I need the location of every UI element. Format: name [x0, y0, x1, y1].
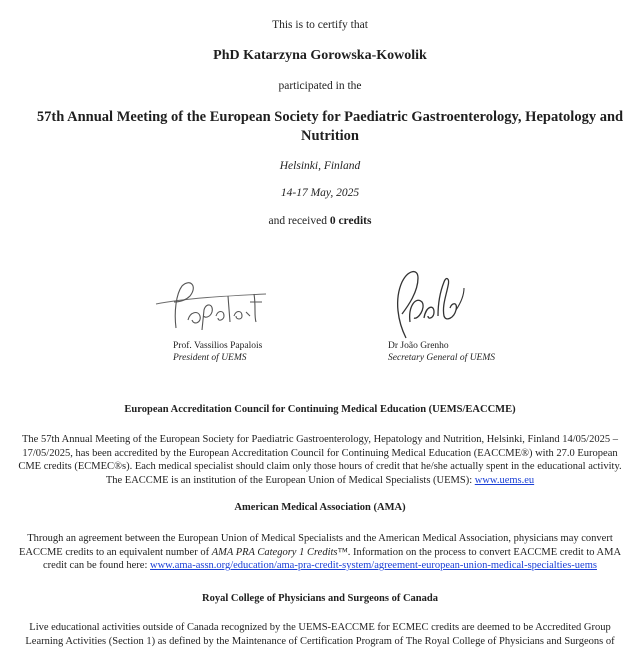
ama-credits-italic: AMA PRA Category 1 Credits™: [211, 546, 348, 558]
credits-value: 0 credits: [329, 215, 372, 227]
signature-grenho: [388, 262, 470, 342]
participated-text: participated in the: [278, 80, 362, 92]
ama-link[interactable]: www.ama-assn.org/education/ama-pra-credit-system/agreement-european-union-medical-specialties-uems: [150, 560, 597, 571]
rcpsc-paragraph: Live educational activities outside of Canada recognized by the UEMS-EACCME for ECMEC credits are deemed to be Accredited Group Learning Activities (Section 1) as defined by the Maintenance of Certification Program of The Royal College of Physicians and Surgeons of: [25, 622, 615, 647]
recipient-name: PhD Katarzyna Gorowska-Kowolik: [213, 48, 427, 63]
rcpsc-heading: Royal College of Physicians and Surgeons of Canada: [202, 593, 438, 604]
ama-text-after: . Information on the process to convert EACCME credit to AMA credit can be found here:: [43, 546, 622, 571]
meeting-location: Helsinki, Finland: [279, 160, 361, 172]
signatory-2-role: Secretary General of UEMS: [388, 352, 496, 363]
signatory-1: [173, 341, 262, 364]
certify-intro: This is to certify that: [272, 19, 368, 31]
signatory-1-role: President of UEMS: [173, 352, 247, 363]
ama-heading: American Medical Association (AMA): [234, 502, 406, 513]
signatory-2: [388, 341, 495, 364]
uems-link[interactable]: www.uems.eu: [474, 474, 535, 486]
eaccme-text: The 57th Annual Meeting of the European Society for Paediatric Gastroenterology, Hepatology and Nutrition, Helsinki, Finland 14/05/2025 – 17/05/2025, has been accredited by the European Accreditation Council for Continuing Medical Education (EACCME®) with 27.0 European CME credits (ECMEC®s). Each medical specialist should claim only those hours of credit that he/she actually spent in the educational activity. The EACCME is an institution of the European Union of Medical Specialists (UEMS):: [18, 434, 622, 486]
meeting-dates: 14-17 May, 2025: [280, 187, 360, 199]
credits-prefix: and received: [268, 215, 327, 227]
ama-paragraph: [18, 532, 622, 573]
ama-text-before: Through an agreement between the European Union of Medical Specialists and the American Medical Association, physicians may convert EACCME credits to an equivalent number of: [18, 533, 613, 558]
signatory-2-name: Dr João Grenho: [388, 341, 449, 351]
signature-papalois: [146, 272, 274, 340]
eaccme-paragraph: [18, 433, 622, 487]
credits-line: [0, 215, 640, 227]
eaccme-heading: European Accreditation Council for Continuing Medical Education (UEMS/EACCME): [124, 404, 516, 415]
signatory-1-name: Prof. Vassilios Papalois: [173, 341, 263, 351]
meeting-title: 57th Annual Meeting of the European Society for Paediatric Gastroenterology, Hepatology and Nutrition: [36, 109, 624, 144]
